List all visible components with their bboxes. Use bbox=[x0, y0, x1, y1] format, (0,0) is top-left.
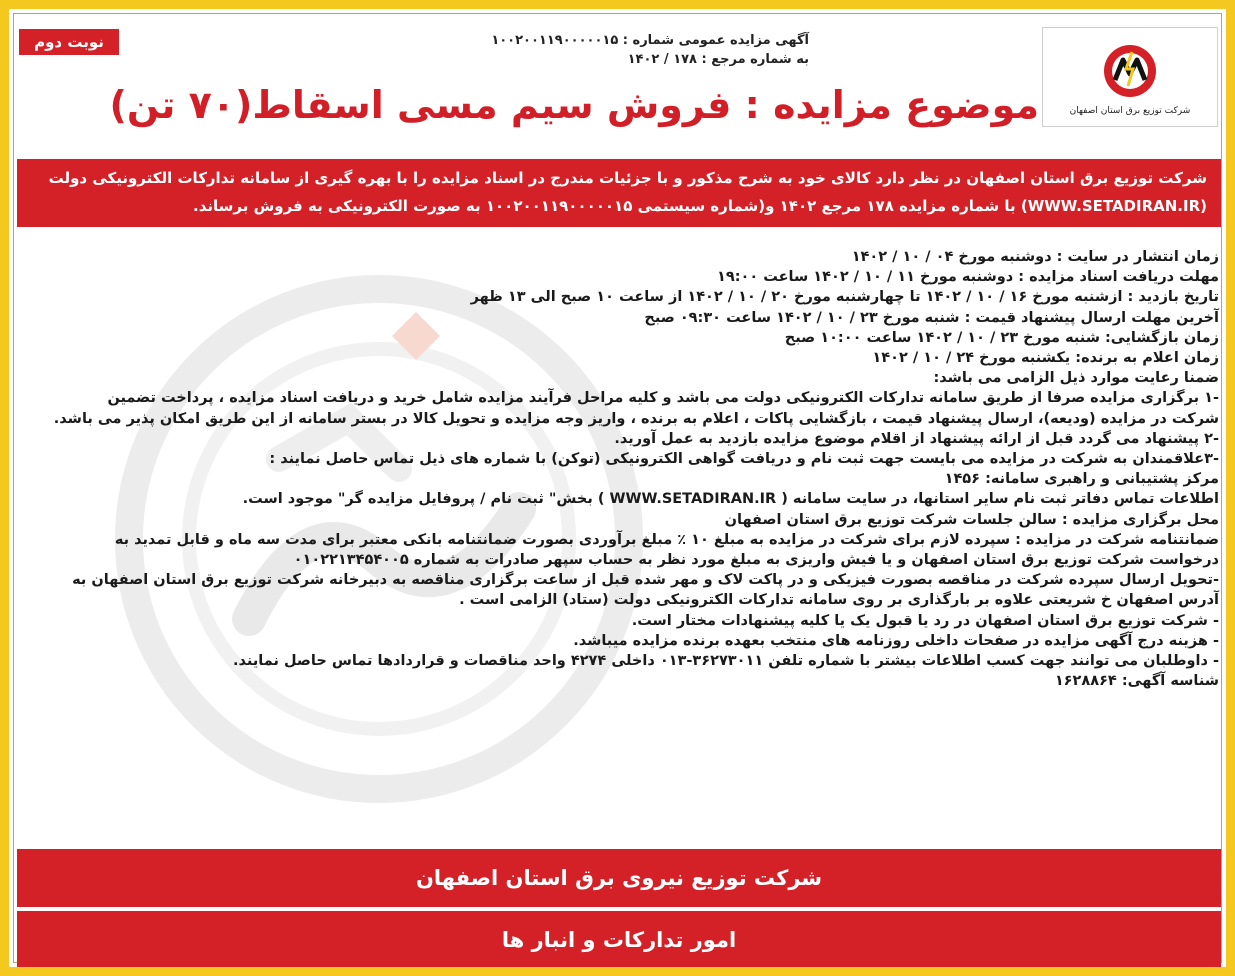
body-line: اطلاعات تماس دفاتر ثبت نام سایر استانها، در سایت سامانه ( WWW.SETADIRAN.IR ) بخش" ثبت نام / پروفایل مزایده گر" موجود است. bbox=[242, 491, 1219, 508]
notice-body bbox=[23, 247, 1219, 691]
footer-company-bar: شرکت توزیع نیروی برق استان اصفهان bbox=[17, 849, 1221, 907]
body-line: -۳علاقمندان به شرکت در مزایده می بایست جهت ثبت نام و دریافت گواهی الکترونیکی (توکن) با شماره های ذیل تماس حاصل نمایند : bbox=[269, 451, 1219, 468]
reference-number: به شماره مرجع : ۱۷۸ / ۱۴۰۲ bbox=[627, 52, 809, 67]
body-line: - هزینه درج آگهی مزایده در صفحات داخلی روزنامه های منتخب بعهده برنده مزایده میباشد. bbox=[573, 632, 1219, 649]
body-line: ضمنا رعایت موارد ذیل الزامی می باشد: bbox=[933, 370, 1219, 387]
body-line: - شرکت توزیع برق استان اصفهان در رد یا قبول یک یا کلیه پیشنهادات مختار است. bbox=[631, 612, 1219, 629]
body-line: - داوطلبان می توانند جهت کسب اطلاعات بیشتر با شماره تلفن ۳۶۲۷۳۰۱۱-۰۱۳ داخلی ۴۲۷۴ واحد مناقصات و قراردادها تماس حاصل نمایند. bbox=[233, 653, 1219, 670]
body-line: تاریخ بازدید : ازشنبه مورخ ۱۶ / ۱۰ / ۱۴۰۲ تا چهارشنبه مورخ ۲۰ / ۱۰ / ۱۴۰۲ از ساعت ۱۰ صبح الی ۱۳ ظهر bbox=[470, 289, 1219, 306]
logo-caption: شرکت توزیع برق استان اصفهان bbox=[1069, 106, 1191, 116]
notice-header-info bbox=[309, 31, 809, 69]
notice-title: موضوع مزایده : فروش سیم مسی اسقاط(۷۰ تن) bbox=[109, 83, 1039, 127]
footer-department-bar: امور تدارکات و انبار ها bbox=[17, 911, 1221, 969]
body-line: مرکز پشتیبانی و راهبری سامانه: ۱۴۵۶ bbox=[944, 471, 1219, 488]
body-line: زمان اعلام به برنده: یکشنبه مورخ ۲۴ / ۱۰ / ۱۴۰۲ bbox=[872, 350, 1219, 367]
intro-line-2: (WWW.SETADIRAN.IR) با شماره مزایده ۱۷۸ مرجع ۱۴۰۲ و(شماره سیستمی ۱۰۰۲۰۰۱۱۹۰۰۰۰۰۱۵ به صورت الکترونیکی به فروش برساند. bbox=[193, 197, 1207, 215]
power-company-logo-icon bbox=[1101, 42, 1159, 100]
body-line: شناسه آگهی: ۱۶۲۸۸۶۴ bbox=[1054, 673, 1219, 690]
body-line: آخرین مهلت ارسال پیشنهاد قیمت : شنبه مورخ ۲۳ / ۱۰ / ۱۴۰۲ ساعت ۰۹:۳۰ صبح bbox=[644, 309, 1219, 326]
body-line: زمان بازگشایی: شنبه مورخ ۲۳ / ۱۰ / ۱۴۰۲ ساعت ۱۰:۰۰ صبح bbox=[784, 329, 1219, 346]
body-line: مهلت دریافت اسناد مزایده : دوشنبه مورخ ۱۱ / ۱۰ / ۱۴۰۲ ساعت ۱۹:۰۰ bbox=[717, 269, 1219, 286]
body-line: -۱ برگزاری مزایده صرفا از طریق سامانه تدارکات الکترونیکی دولت می باشد و کلیه مراحل فرآیند مزایده شامل خرید و دریافت اسناد مزایده ، پرداخت تضمین bbox=[107, 390, 1219, 407]
body-line: ضمانتنامه شرکت در مزایده : سپرده لازم برای شرکت در مزایده به مبلغ ۱۰ ٪ مبلغ برآوردی بصورت ضمانتنامه بانکی معتبر برای مدت سه ماه و قابل تمدید به bbox=[114, 531, 1219, 548]
body-line: شرکت در مزایده (ودیعه)، ارسال پیشنهاد قیمت ، بازگشایی پاکات ، اعلام به برنده ، واریز وجه مزایده و تحویل کالا در بستر سامانه از این طریق امکان پذیر می باشد. bbox=[53, 410, 1219, 427]
company-logo bbox=[1042, 27, 1218, 127]
round-badge: نوبت دوم bbox=[19, 29, 119, 55]
body-line: محل برگزاری مزایده : سالن جلسات شرکت توزیع برق استان اصفهان bbox=[724, 511, 1219, 528]
body-line: -۲ پیشنهاد می گردد قبل از ارائه پیشنهاد از اقلام موضوع مزایده بازدید به عمل آورید. bbox=[614, 430, 1219, 447]
intro-line-1: شرکت توزیع برق استان اصفهان در نظر دارد کالای خود به شرح مذکور و با جزئیات مندرج در اسناد مزایده را با بهره گیری از سامانه تدارکات الکترونیکی دولت bbox=[48, 169, 1207, 187]
body-line: زمان انتشار در سایت : دوشنبه مورخ ۰۴ / ۱۰ / ۱۴۰۲ bbox=[851, 249, 1219, 265]
body-line: درخواست شرکت توزیع برق استان اصفهان و یا فیش واریزی به مبلغ مورد نظر به حساب سپهر صادرات به شماره ۰۱۰۲۲۱۳۴۵۴۰۰۵ bbox=[293, 552, 1219, 569]
intro-banner bbox=[17, 159, 1221, 227]
body-line: -تحویل ارسال سپرده شرکت در مناقصه بصورت فیزیکی و در پاکت لاک و مهر شده قبل از ساعت برگزاری مناقصه به دبیرخانه شرکت توزیع برق استان اصفهان به bbox=[72, 572, 1219, 589]
body-line: آدرس اصفهان خ شریعتی علاوه بر بارگذاری بر روی سامانه تدارکات الکترونیکی دولت (ستاد) الزامی است . bbox=[459, 592, 1219, 609]
notice-number: آگهی مزایده عمومی شماره : ۱۰۰۲۰۰۱۱۹۰۰۰۰۰۱۵ bbox=[491, 33, 809, 48]
